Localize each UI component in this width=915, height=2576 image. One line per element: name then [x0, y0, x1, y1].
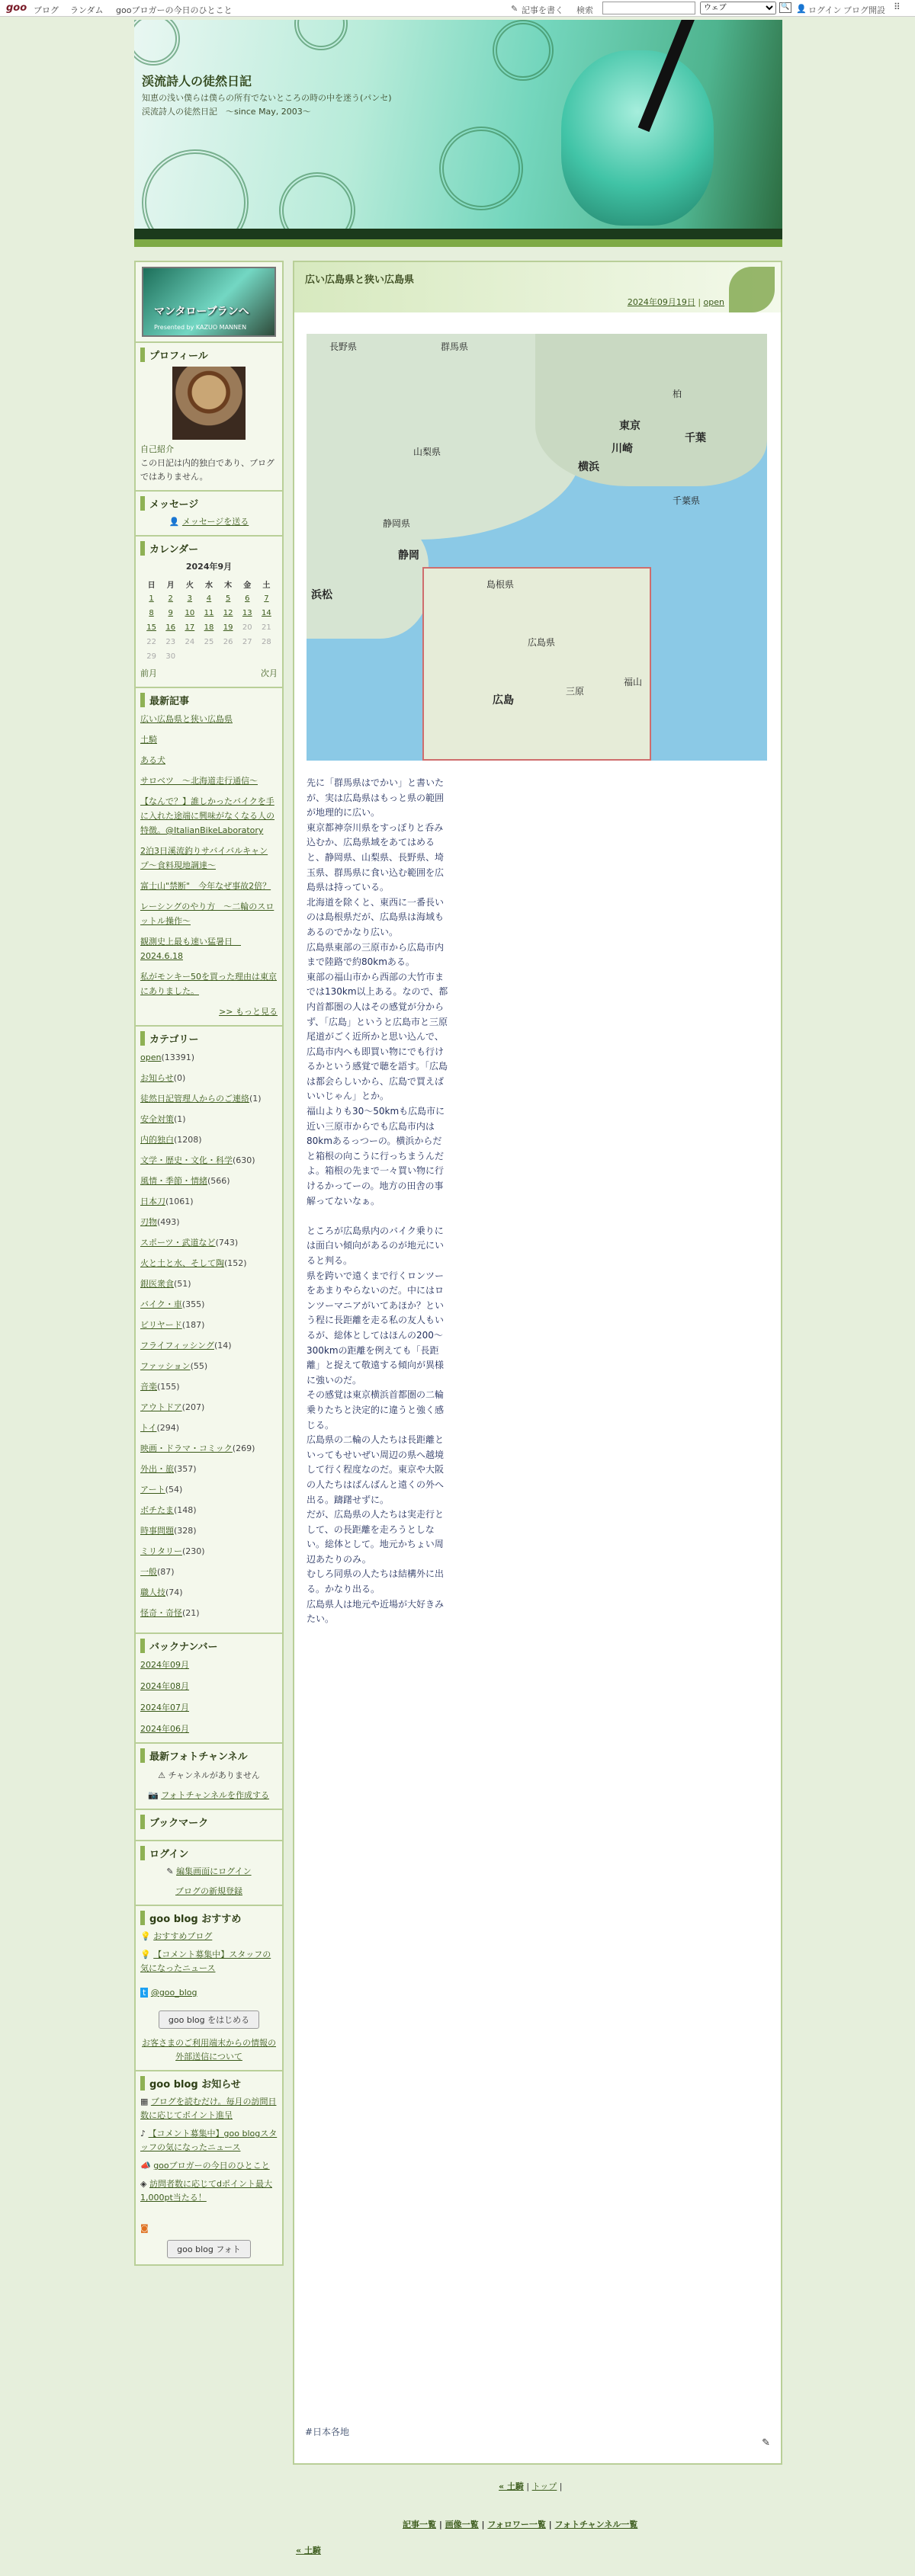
calendar-day: 29 — [146, 652, 156, 661]
calendar-day[interactable]: 15 — [146, 623, 156, 632]
create-photo-channel-link[interactable]: フォトチャンネルを作成する — [161, 1790, 269, 1800]
calendar-day[interactable]: 2 — [168, 594, 173, 603]
banner-subtitle: Presented by KAZUO MANNEN — [154, 324, 247, 331]
backnumber-link[interactable]: 2024年07月 — [140, 1703, 189, 1713]
entry-paragraph: その感覚は東京横浜首都圏の二輪乗りたちと決定的に違うと強く感じる。 — [307, 1389, 445, 1431]
sidebar — [134, 261, 284, 2266]
news-link[interactable]: 訪問者数に応じてdポイント最大1,000pt当たる！ — [140, 2179, 272, 2203]
login-icon: 👤 — [796, 4, 807, 14]
flower-ornament — [294, 20, 348, 50]
entry-paragraph: ところが広島県内のバイク乗りには面白い傾向があるのが地元にいると判る。 — [307, 1225, 445, 1266]
category-link[interactable]: 怪奇・奇怪 — [140, 1608, 182, 1618]
calendar-day: 25 — [204, 638, 214, 646]
category-link[interactable]: 刃物 — [140, 1217, 157, 1227]
camera-icon: 📷 — [148, 1790, 159, 1800]
entry-panel — [293, 261, 782, 2465]
recent-article-link[interactable]: サロベツ 〜北海道走行通信〜 — [140, 776, 258, 786]
map-label: 三原 — [566, 686, 585, 697]
blog-link[interactable]: ブログ — [34, 5, 59, 15]
search-label: 検索 — [576, 5, 593, 15]
calendar-day[interactable]: 4 — [206, 594, 212, 603]
calendar-day[interactable]: 3 — [187, 594, 193, 603]
category-link[interactable]: ビリヤード — [140, 1320, 182, 1330]
calendar-day[interactable]: 17 — [185, 623, 195, 632]
map-label: 広島県 — [528, 637, 556, 648]
calendar-day: 22 — [146, 638, 156, 646]
entry-paragraph: 広島県東部の三原市から広島市内まで陸路で約80kmある。 — [307, 941, 445, 968]
map-label: 広島 — [493, 694, 514, 706]
recent-article-link[interactable]: 観測史上最も速い猛暑日 2024.6.18 — [140, 937, 241, 961]
comparison-map-image — [307, 334, 767, 761]
entry-body — [307, 776, 448, 1627]
send-message-link[interactable]: メッセージを送る — [181, 517, 249, 527]
entry-paragraph: だが、広島県の人たちは実走行として、の長距離を走ろうとしない。総体として。地元かちょい周辺あたりのみ。 — [307, 1509, 445, 1565]
category-count: (152) — [224, 1258, 247, 1268]
header-divider — [134, 239, 782, 247]
entry-category-link[interactable]: open — [703, 297, 724, 307]
flower-ornament — [493, 20, 554, 81]
entry-paragraph: 先に「群馬県はでかい」と書いたが、実は広島県はもっと県の範囲が地理的に広い。 — [307, 777, 445, 819]
article-list-link[interactable]: 記事一覧 — [403, 2520, 436, 2530]
category-count: (328) — [174, 1526, 197, 1536]
recent-article-link[interactable]: 2泊3日溪流釣りサバイバルキャンプ〜食料現地調達〜 — [140, 846, 268, 870]
category-count: (207) — [181, 1402, 205, 1412]
category-count: (148) — [174, 1505, 197, 1515]
calendar-section — [136, 535, 282, 687]
calendar-day[interactable]: 1 — [149, 594, 154, 603]
map-label: 千葉県 — [673, 495, 701, 506]
profile-link[interactable]: 自己紹介 — [140, 444, 174, 454]
lightbulb-icon: 💡 — [140, 1950, 151, 1959]
flower-ornament — [142, 149, 249, 239]
category-link[interactable]: open — [140, 1053, 162, 1062]
category-count: (187) — [181, 1320, 205, 1330]
edit-login-link[interactable]: 編集画面にログイン — [176, 1866, 252, 1876]
footer-links: 記事一覧 | 画像一覧 | フォロワー一覧 | フォトチャンネル一覧 — [403, 2520, 638, 2530]
category-link[interactable]: 職人技 — [140, 1588, 165, 1597]
entry-paragraph — [307, 1209, 448, 1224]
twitter-link[interactable]: @goo_blog — [150, 1988, 197, 1998]
hitokoto-link[interactable]: gooブロガーの今日のひとこと — [116, 5, 233, 15]
news-link[interactable]: 【コメント募集中】goo blogスタッフの気になったニュース — [140, 2129, 278, 2152]
search-icon[interactable]: 🔍 — [779, 2, 791, 13]
category-link[interactable]: スポーツ・武道など — [140, 1238, 216, 1248]
calendar-day[interactable]: 9 — [168, 609, 173, 617]
recent-article-link[interactable]: ある犬 — [140, 755, 165, 765]
category-link[interactable]: 日本刀 — [140, 1197, 165, 1206]
backnumber-link[interactable]: 2024年08月 — [140, 1681, 189, 1691]
weekday-label: 金 — [243, 582, 252, 590]
category-count: (743) — [215, 1238, 239, 1248]
image-list-link[interactable]: 画像一覧 — [445, 2520, 479, 2530]
entry-paragraph: 東京都神奈川県をすっぽりと呑み込むか、広島県域をあてはめると、静岡県、山梨県、長野県、埼玉県、群馬県に食い込む範囲を広島県は持っている。 — [307, 822, 445, 893]
category-count: (630) — [233, 1155, 255, 1165]
entry-tag[interactable]: #日本各地 — [305, 2427, 350, 2437]
category-link[interactable]: ミリタリー — [140, 1546, 182, 1556]
category-heading: カテゴリー — [140, 1031, 278, 1046]
map-label: 静岡 — [398, 549, 419, 562]
category-count: (51) — [174, 1279, 191, 1289]
weekday-label: 木 — [224, 582, 233, 590]
category-count: (493) — [157, 1217, 180, 1227]
bookmark-section — [136, 1809, 282, 1840]
login-section — [136, 1840, 282, 1905]
footer-nav: « 土騎 | トップ | — [499, 2481, 563, 2491]
category-link[interactable]: アウトドア — [140, 1402, 182, 1412]
category-link[interactable]: 徒然日記管理人からのご連絡 — [140, 1094, 249, 1104]
category-count: (13391) — [161, 1053, 195, 1062]
recent-articles-heading: 最新記事 — [140, 693, 278, 707]
entry-title[interactable]: 広い広島県と狭い広島県 — [305, 274, 415, 286]
calendar-day[interactable]: 8 — [149, 609, 154, 617]
category-link[interactable]: 風情・季節・情緒 — [140, 1176, 207, 1186]
header-bottom-strip — [134, 229, 782, 239]
category-count: (1208) — [174, 1135, 202, 1145]
map-label: 島根県 — [486, 579, 515, 590]
calendar-day: 27 — [242, 638, 252, 646]
prev-entry-link[interactable]: « 土騎 — [499, 2481, 524, 2491]
category-count: (355) — [181, 1299, 205, 1309]
calendar-day[interactable]: 18 — [204, 623, 214, 632]
no-channel-text: チャンネルがありません — [168, 1770, 260, 1780]
calendar-day: 24 — [185, 638, 195, 646]
follower-list-link[interactable]: フォロワー一覧 — [487, 2520, 546, 2530]
category-count: (87) — [157, 1567, 175, 1577]
calendar-day[interactable]: 10 — [185, 609, 195, 617]
message-section — [136, 490, 282, 535]
category-count: (74) — [165, 1588, 183, 1597]
calendar-day[interactable]: 19 — [223, 623, 233, 632]
category-link[interactable]: お知らせ — [140, 1073, 174, 1083]
weekday-label: 水 — [204, 582, 213, 590]
category-count: (230) — [182, 1546, 205, 1556]
category-link[interactable]: ボチたま — [140, 1505, 174, 1515]
calendar-day[interactable]: 12 — [223, 609, 233, 617]
entry-paragraph: 福山よりも30〜50kmも広島市に近い三原市からでも広島市内は80kmあるっつーの。横浜からだと箱根の向こうに行っちまうんだよ。箱根の先まで一々買い物に行けるかってーの。地方の田舎の事解ってないなぁ。 — [307, 1106, 445, 1206]
category-link[interactable]: 安全対策 — [140, 1114, 174, 1124]
map-label: 山梨県 — [413, 447, 441, 457]
backnumber-link[interactable]: 2024年09月 — [140, 1660, 189, 1670]
recent-article-link[interactable]: 土騎 — [140, 735, 157, 745]
lightbulb-icon: 💡 — [140, 1931, 151, 1941]
rss-icon[interactable]: ◙ — [140, 2223, 149, 2233]
map-label: 横浜 — [578, 461, 599, 473]
category-count: (294) — [156, 1423, 180, 1433]
calendar-table — [142, 577, 276, 664]
calendar-day: 30 — [165, 652, 176, 661]
top-navigation-bar — [0, 0, 915, 17]
point-icon: ◈ — [140, 2179, 147, 2189]
category-link[interactable]: ファッション — [140, 1361, 191, 1371]
blog-description: 知恵の浅い僕らは僕らの所有でないところの時の中を迷う(パンセ) 渓流詩人の徒然日記 ～since May, 2003～ — [142, 93, 400, 117]
external-data-notice-link[interactable]: お客さまのご利用端末からの情報の外部送信について — [142, 2038, 276, 2062]
category-link[interactable]: 火と土と水、そして陶 — [140, 1258, 224, 1268]
recent-article-link[interactable]: 【なんで？】誰しかったバイクを手に入れた途端に興味がなくなる人の特徴。@ItalianBikeLaboratory — [140, 796, 274, 835]
flower-ornament — [134, 20, 180, 66]
category-count: (269) — [232, 1443, 255, 1453]
bottom-prev-entry-link[interactable]: « 土騎 — [296, 2546, 321, 2555]
calendar-day[interactable]: 11 — [204, 609, 214, 617]
weekday-label: 土 — [262, 582, 271, 590]
category-count: (1) — [249, 1094, 262, 1104]
category-count: (1061) — [165, 1197, 194, 1206]
entry-meta: 2024年09月19日 | open — [627, 297, 724, 307]
goo-logo[interactable]: goo — [6, 2, 27, 14]
blog-title[interactable]: 渓流詩人の徒然日記 — [142, 74, 252, 88]
search-input[interactable] — [602, 2, 695, 14]
category-link[interactable]: 銀医衆食 — [140, 1279, 174, 1289]
category-link[interactable]: トイ — [140, 1423, 157, 1433]
news-link[interactable]: ブログを読むだけ。毎月の訪問日数に応じてポイント進呈 — [140, 2097, 277, 2120]
recommend-heading: goo blog おすすめ — [140, 1911, 278, 1925]
message-heading: メッセージ — [140, 496, 278, 511]
map-label: 川崎 — [612, 443, 633, 455]
calendar-day[interactable]: 16 — [165, 623, 176, 632]
calendar-day: 28 — [262, 638, 271, 646]
recommend-section — [136, 1905, 282, 2070]
recent-article-link[interactable]: 富士山"禁断" 今年なぜ事故2倍？ — [140, 881, 271, 891]
photo-channel-list-link[interactable]: フォトチャンネル一覧 — [554, 2520, 638, 2530]
category-link[interactable]: 外出・旅 — [140, 1464, 174, 1474]
calendar-day: 21 — [262, 623, 271, 632]
random-link[interactable]: ランダム — [70, 5, 104, 15]
blog-news-section — [136, 2070, 282, 2264]
banner-title: マンタローブランへ — [154, 306, 249, 318]
start-blog-button[interactable]: goo blog をはじめる — [159, 2010, 259, 2029]
bookmark-heading: ブックマーク — [140, 1815, 278, 1829]
map-label: 東京 — [619, 420, 640, 432]
recent-article-link[interactable]: レーシングのやり方 〜二輪のスロットル操作〜 — [140, 902, 274, 926]
category-link[interactable]: フライフィッシング — [140, 1341, 214, 1350]
entry-paragraph: 広島県の二輪の人たちは長距離といってもせいぜい周辺の県へ越境して行く程度なのだ。東京や大阪の人たちはばんばんと遠くの外へ出る。躊躇せずに。 — [307, 1434, 445, 1505]
search-scope-select[interactable] — [700, 2, 776, 14]
open-blog-link[interactable]: ブログ開設 — [843, 5, 885, 15]
category-count: (21) — [182, 1608, 200, 1618]
warning-icon: ⚠ — [158, 1770, 166, 1780]
map-label: 福山 — [624, 677, 643, 687]
leaf-ornament — [729, 267, 775, 312]
profile-heading: プロフィール — [140, 348, 278, 362]
melon-soda-glass-image — [561, 50, 714, 226]
top-link[interactable]: トップ — [531, 2481, 557, 2491]
calendar-next-month[interactable]: 次月 — [261, 668, 278, 678]
map-label: 長野県 — [329, 341, 358, 352]
blog-news-heading: goo blog お知らせ — [140, 2076, 278, 2091]
entry-paragraph: むしろ同県の人たちは結構外に出る。かなり出る。 — [307, 1568, 445, 1595]
mantaro-banner[interactable] — [142, 267, 276, 337]
weekday-label: 火 — [185, 582, 194, 590]
category-count: (155) — [157, 1382, 180, 1392]
category-link[interactable]: 時事問題 — [140, 1526, 174, 1536]
category-link[interactable]: 映画・ドラマ・コミック — [140, 1443, 233, 1453]
calendar-day[interactable]: 14 — [262, 609, 271, 617]
category-count: (54) — [165, 1485, 183, 1495]
calendar-icon: ▦ — [140, 2097, 149, 2107]
category-section — [136, 1025, 282, 1632]
blog-photo-button[interactable]: goo blog フォト — [167, 2240, 251, 2258]
calendar-day[interactable]: 7 — [264, 594, 269, 603]
weekday-label: 日 — [147, 582, 156, 590]
menu-grid-icon[interactable]: ⠿ — [894, 2, 901, 12]
category-count: (55) — [190, 1361, 208, 1371]
entry-paragraph: 県を跨いで遠くまで行くロンツーをあまりやらないのだ。中にはロンツーマニアがいてあほか？という程に長距離を走る私の友人もいるが、総体としてはほんの200〜300kmの距離を例えても「長距離」と捉えて敬遠する傾向が異様に強いのだ。 — [307, 1270, 445, 1386]
profile-text: この日記は内的独白であり、ブログではありません。 — [140, 458, 274, 482]
category-count: (357) — [174, 1464, 197, 1474]
category-link[interactable]: バイク・車 — [140, 1299, 182, 1309]
entry-paragraph: 東部の福山市から西部の大竹市までは130km以上ある。なので、都内首都圏の人はその感覚が分からず、「広島」というと広島市と三原尾道がごく近所かと思い込んで、広島市内へも即買い物にでも行けるかという感覚で聴を語す。「広島は都会らしいから、広島で買えばいいじゃん」とか。 — [307, 971, 448, 1102]
note-icon: ♪ — [140, 2129, 146, 2139]
calendar-day: 23 — [165, 638, 176, 646]
edit-pencil-icon[interactable]: ✎ — [762, 2437, 770, 2449]
pencil-icon: ✎ — [166, 1866, 174, 1876]
recommend-link[interactable]: 【コメント募集中】スタッフの気になったニュース — [140, 1950, 271, 1973]
pencil-icon: ✎ — [511, 4, 518, 14]
category-link[interactable]: 文学・歴史・文化・科学 — [140, 1155, 233, 1165]
category-count: (0) — [173, 1073, 186, 1083]
login-heading: ログイン — [140, 1846, 278, 1860]
flower-ornament — [439, 127, 523, 210]
register-blog-link[interactable]: ブログの新規登録 — [175, 1886, 242, 1896]
blog-header — [134, 20, 782, 239]
calendar-day[interactable]: 6 — [245, 594, 250, 603]
category-link[interactable]: アート — [140, 1485, 165, 1495]
entry-date-link[interactable]: 2024年09月19日 — [627, 297, 695, 307]
more-articles-link[interactable]: >> もっと見る — [219, 1007, 278, 1017]
map-label: 静岡県 — [383, 518, 411, 529]
login-link[interactable]: ログイン — [808, 5, 842, 15]
backnumber-link[interactable]: 2024年06月 — [140, 1724, 189, 1734]
backnumber-section — [136, 1632, 282, 1742]
profile-section — [136, 341, 282, 490]
megaphone-icon: 📣 — [140, 2161, 151, 2171]
recent-article-link[interactable]: 広い広島県と狭い広島県 — [140, 714, 233, 724]
hiroshima-overlay — [422, 567, 651, 761]
category-link[interactable]: 内的独白 — [140, 1135, 174, 1145]
map-label: 柏 — [673, 389, 682, 399]
profile-avatar — [172, 367, 246, 440]
photo-channel-section — [136, 1742, 282, 1809]
calendar-day: 20 — [242, 623, 252, 632]
category-link[interactable]: 音楽 — [140, 1382, 157, 1392]
write-article-link[interactable]: 記事を書く — [522, 5, 563, 15]
map-label: 千葉 — [685, 432, 706, 444]
recommend-link[interactable]: おすすめブログ — [153, 1931, 213, 1941]
calendar-day: 26 — [223, 638, 233, 646]
recent-articles-section — [136, 687, 282, 1025]
weekday-label: 月 — [166, 582, 175, 590]
news-link[interactable]: gooブロガーの今日のひとこと — [153, 2161, 270, 2171]
calendar-month: 2024年9月 — [185, 562, 233, 572]
calendar-day[interactable]: 13 — [242, 609, 252, 617]
photo-channel-heading: 最新フォトチャンネル — [140, 1748, 278, 1763]
category-count: (1) — [174, 1114, 186, 1124]
entry-header — [294, 262, 781, 312]
map-label: 群馬県 — [441, 341, 469, 352]
twitter-icon: t — [140, 1988, 148, 1998]
category-link[interactable]: 一般 — [140, 1567, 157, 1577]
recent-article-link[interactable]: 私がモンキー50を買った理由は東京にありました。 — [140, 972, 277, 996]
category-count: (14) — [214, 1341, 232, 1350]
entry-paragraph: 広島県人は地元や近場が大好きみたい。 — [307, 1598, 445, 1625]
calendar-heading: カレンダー — [140, 541, 278, 556]
message-icon: 👤 — [169, 517, 180, 527]
map-label: 浜松 — [311, 589, 332, 601]
calendar-day[interactable]: 5 — [225, 594, 231, 603]
entry-paragraph: 北海道を除くと、東西に一番長いのは島根県だが、広島県は海域もあるのでかなり広い。 — [307, 896, 445, 937]
calendar-prev-month[interactable]: 前月 — [140, 668, 157, 678]
backnumber-heading: バックナンバー — [140, 1639, 278, 1653]
category-count: (566) — [207, 1176, 230, 1186]
